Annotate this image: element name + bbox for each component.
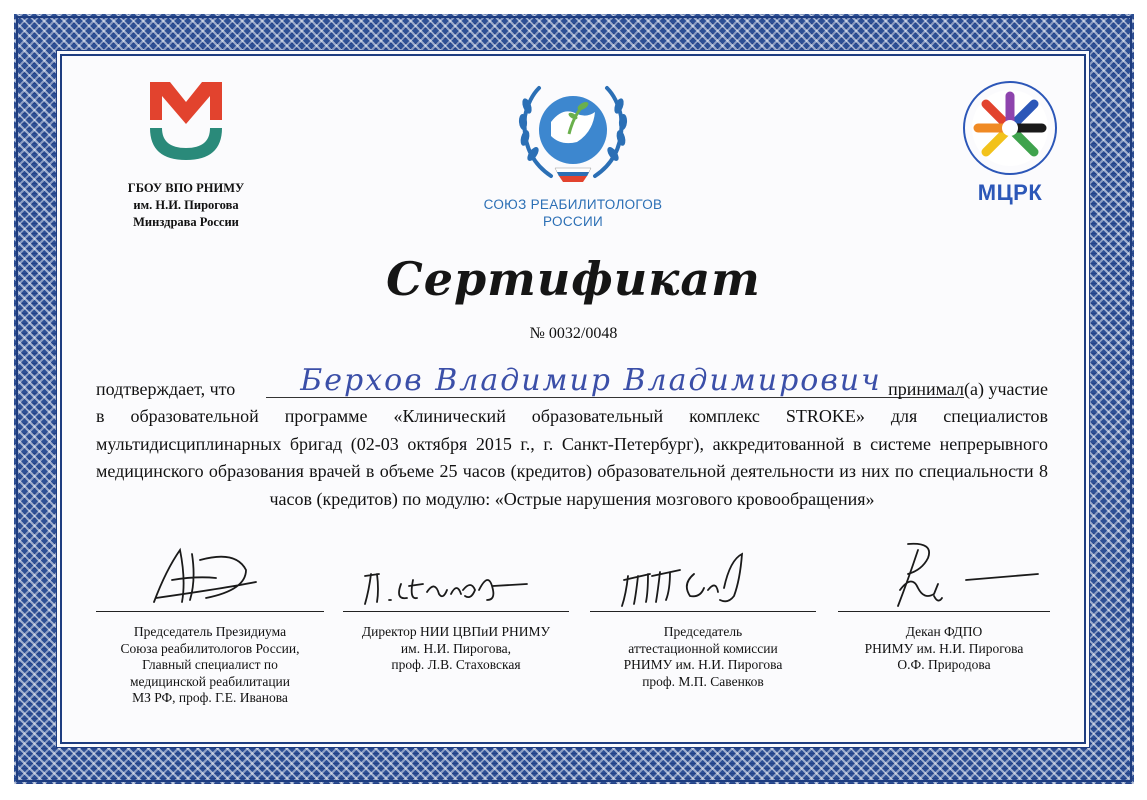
caption-line: РНИМУ им. Н.И. Пирогова [623,657,783,672]
caption-line: Главный специалист по [142,657,278,672]
caption-line: им. Н.И. Пирогова, [400,640,512,656]
signatory-caption [96,624,324,707]
rnimu-logo-icon [140,76,232,162]
signature-ivanova [96,540,324,612]
signature-line [96,611,324,612]
signatory-caption [590,624,816,690]
caption-line: РНИМУ им. Н.И. Пирогова [864,640,1024,656]
signature-stakhovskaya [343,540,569,612]
certificate-title: Сертификат [386,252,761,306]
recipient-name: Берхов Владимир Владимирович [300,363,882,398]
confirms-label: подтверждает, что [96,379,236,399]
signatory-caption [343,624,569,674]
caption-line: медицинской реабилитации [129,673,291,689]
signature-savenkov [590,540,816,612]
caption-line: аттестационной комиссии [628,640,778,656]
recipient-row [96,362,1048,400]
name-underline [266,397,964,398]
certificate-number: № 0032/0048 [529,325,618,342]
signature-line [590,611,816,612]
rnimu-block [116,76,256,231]
union-emblem-icon [511,76,635,188]
union-block [478,76,668,230]
signature-line [343,611,569,612]
caption-line: МЗ РФ, проф. Г.Е. Иванова [132,690,288,705]
caption-line: О.Ф. Природова [897,657,991,672]
caption-line: Союза реабилитологов России, [120,640,300,656]
caption-line: Декан ФДПО [905,624,983,639]
caption-line: проф. М.П. Савенков [642,673,764,689]
union-name-line-1: СОЮЗ РЕАБИЛИТОЛОГОВ [483,197,663,212]
mcrk-abbr: МЦРК [977,180,1043,205]
signature-line [838,611,1050,612]
union-name-line-2: РОССИИ [543,214,603,229]
caption-line: Директор НИИ ЦВПиИ РНИМУ [361,624,551,639]
certificate-body: в образовательной программе «Клинический образовательный комплекс STROKE» для специалистов мультидисциплинарных бригад (02-03 октября 2015 г., г. Санкт-Петербург), аккредитованной в системе непрерывного медицинского образования врачей в объеме 25 часов (кредитов) образовательной деятельности из них по специальности 8 часов (кредитов) по модулю: «Острые нарушения мозгового кровообращения» [96,406,1048,509]
org-name-line-2: им. Н.И. Пирогова [133,198,239,212]
caption-line: Председатель [663,624,743,639]
signature-block-ivanova [96,540,324,740]
org-name-line-1: ГБОУ ВПО РНИМУ [127,181,245,195]
signature-prirodova [838,540,1050,612]
mcrk-block [950,78,1070,206]
signature-block-savenkov [590,540,816,740]
signature-block-stakhovskaya [343,540,569,740]
participated-label: принимал(а) участие [888,379,1048,399]
org-name-line-3: Минздрава России [133,215,239,229]
mcrk-logo-icon [960,78,1060,178]
signatory-caption [838,624,1050,674]
caption-line: Председатель Президиума [133,624,287,639]
signature-block-prirodova [838,540,1050,740]
caption-line: проф. Л.В. Стаховская [391,657,521,672]
